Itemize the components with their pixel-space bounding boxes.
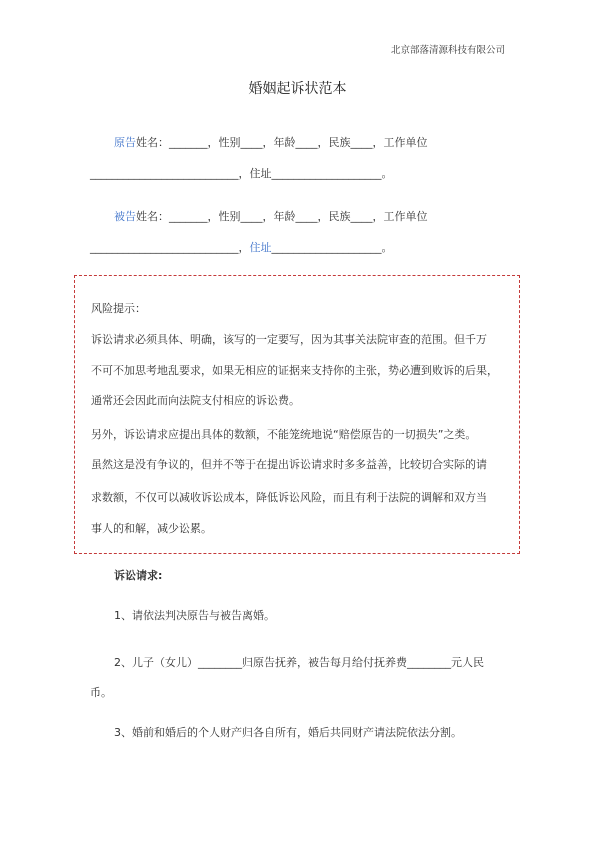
defendant-label: 被告 <box>114 210 136 223</box>
risk-line: 虽然这是没有争议的，但并不等于在提出诉讼请求时多多益善，比较切合实际的请 <box>91 458 487 471</box>
risk-warning-box <box>74 275 520 554</box>
claim-item-3: 3、婚前和婚后的个人财产归各自所有，婚后共同财产请法院依法分割。 <box>114 726 462 739</box>
risk-line: 事人的和解，减少讼累。 <box>91 522 212 535</box>
document-title: 婚姻起诉状范本 <box>248 81 347 97</box>
defendant-workplace-blank: ___________________________， <box>90 241 250 254</box>
risk-line: 不可不加思考地乱要求，如果无相应的证据来支持你的主张，势必遭到败诉的后果， <box>91 364 498 377</box>
risk-title: 风险提示： <box>91 302 146 315</box>
claims-title: 诉讼请求: <box>114 569 163 582</box>
defendant-address-label: 住址 <box>249 241 272 254</box>
risk-line: 诉讼请求必须具体、明确，该写的一定要写，因为其事关法院审查的范围。但千万 <box>91 333 487 346</box>
defendant-line-2 <box>90 239 393 255</box>
plaintiff-line-1 <box>114 134 428 150</box>
company-name: 北京部落清源科技有限公司 <box>390 45 505 56</box>
claim-item-2-cont: 币。 <box>90 686 112 699</box>
plaintiff-label: 原告 <box>114 136 136 149</box>
claim-item-1: 1、请依法判决原告与被告离婚。 <box>114 609 275 622</box>
defendant-line-1 <box>114 208 428 224</box>
risk-line: 另外，诉讼请求应提出具体的数额，不能笼统地说“赔偿原告的一切损失”之类。 <box>91 428 477 441</box>
risk-line: 通常还会因此而向法院支付相应的诉讼费。 <box>91 394 300 407</box>
plaintiff-line-2: ___________________________，住址____________________。 <box>90 167 393 180</box>
claim-item-2: 2、儿子（女儿）________归原告抚养，被告每月给付抚养费________元人民 <box>114 656 484 669</box>
defendant-fields: 姓名：_______，性别____，年龄____，民族____，工作单位 <box>136 210 428 223</box>
plaintiff-fields: 姓名：_______，性别____，年龄____，民族____，工作单位 <box>136 136 428 149</box>
defendant-address-blank: ____________________。 <box>271 241 393 254</box>
risk-line: 求数额，不仅可以减收诉讼成本，降低诉讼风险，而且有利于法院的调解和双方当 <box>91 491 487 504</box>
